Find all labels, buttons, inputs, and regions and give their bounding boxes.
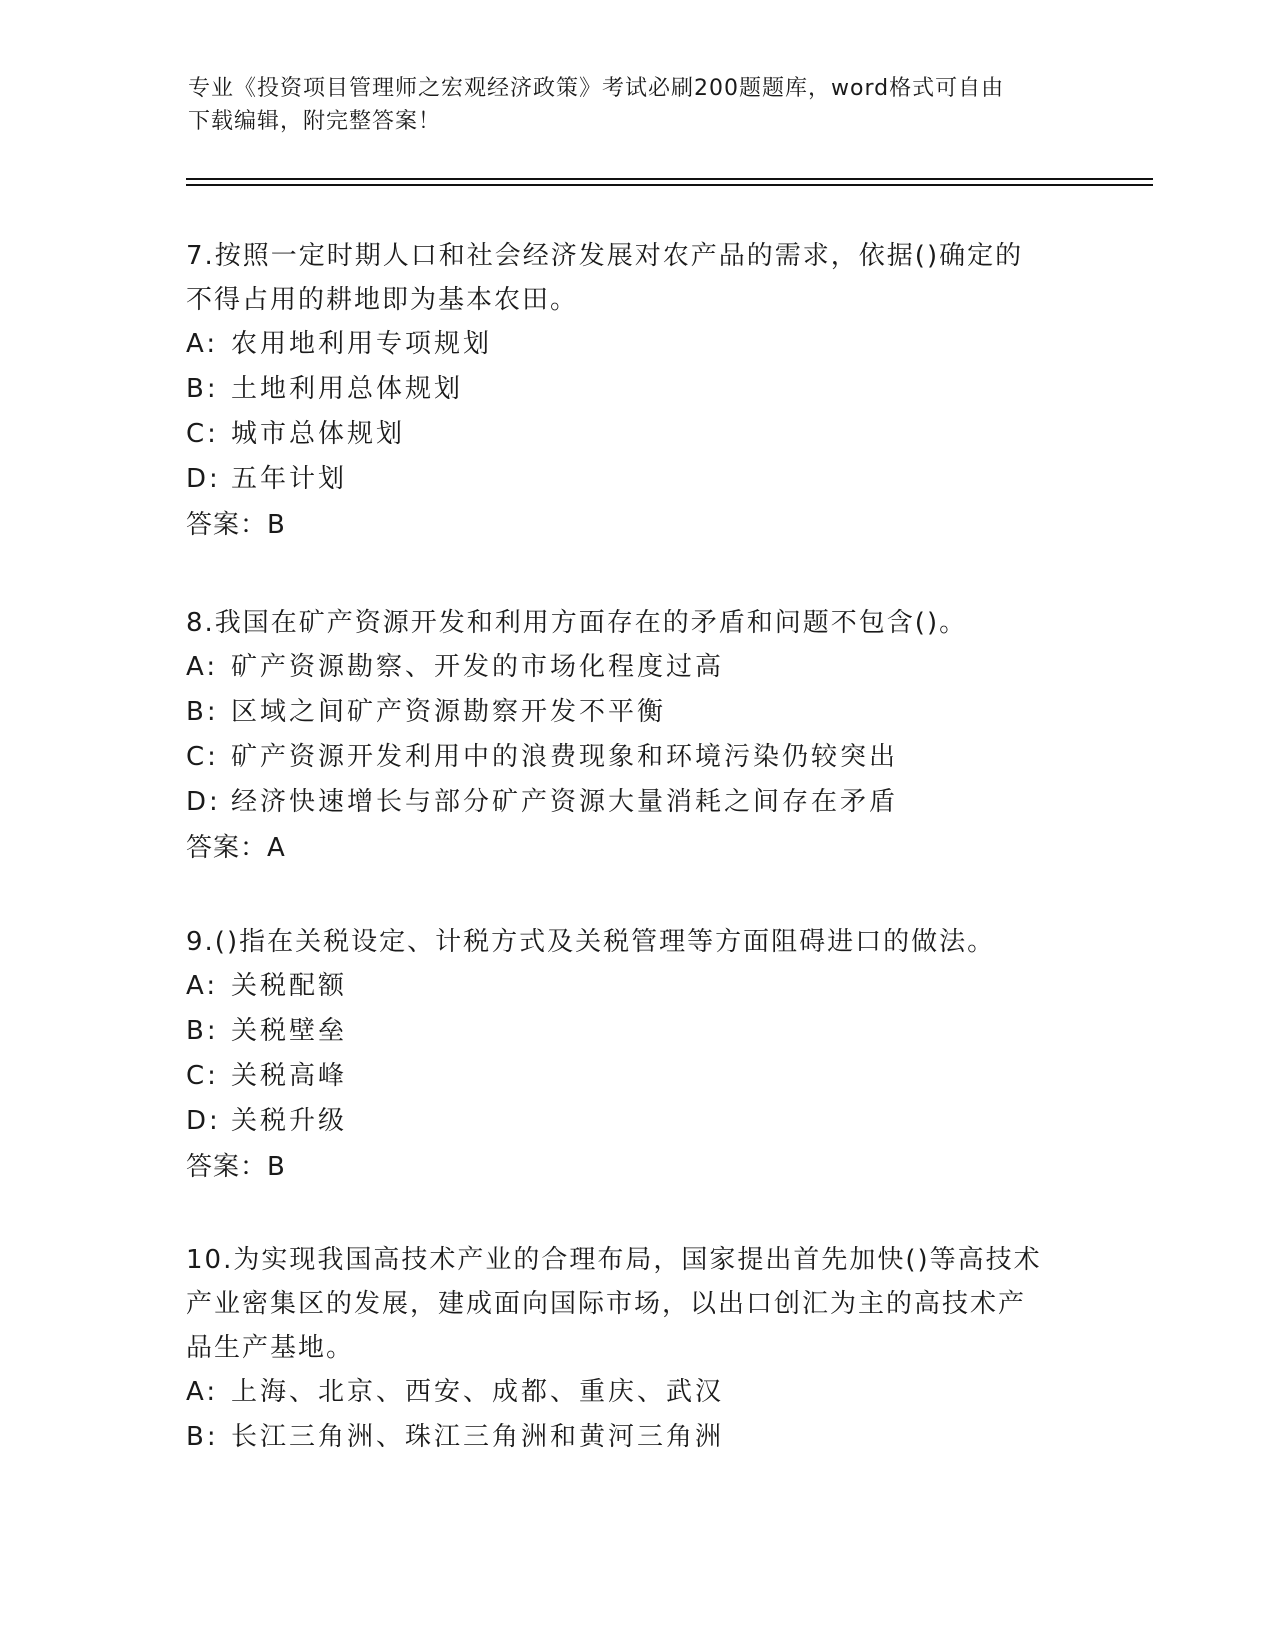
question-7 — [186, 234, 1086, 548]
option-d — [186, 457, 1086, 502]
option-d — [186, 1099, 1086, 1144]
option-text: 关税配额 — [231, 971, 348, 1001]
answer-line: 答案：B — [186, 1152, 286, 1182]
option-text: 关税壁垒 — [231, 1016, 348, 1046]
option-key: B: — [186, 374, 219, 404]
option-key: C: — [186, 1061, 219, 1091]
option-text: 土地利用总体规划 — [231, 374, 464, 404]
option-key: B: — [186, 1422, 219, 1452]
option-text: 上海、北京、西安、成都、重庆、武汉 — [231, 1377, 725, 1407]
option-d — [186, 780, 1086, 825]
option-text: 关税高峰 — [231, 1061, 348, 1091]
option-text: 五年计划 — [231, 464, 348, 494]
option-text: 长江三角洲、珠江三角洲和黄河三角洲 — [231, 1422, 725, 1452]
option-text: 区域之间矿产资源勘察开发不平衡 — [231, 697, 667, 727]
option-b — [186, 690, 1086, 735]
question-stem-line: 不得占用的耕地即为基本农田。 — [186, 285, 579, 315]
question-8 — [186, 601, 1086, 871]
option-b — [186, 1415, 1086, 1460]
option-key: D: — [186, 464, 221, 494]
answer-line: 答案：B — [186, 510, 286, 540]
option-text: 农用地利用专项规划 — [231, 329, 493, 359]
option-key: A: — [186, 652, 219, 682]
option-text: 关税升级 — [231, 1106, 348, 1136]
option-key: C: — [186, 742, 219, 772]
option-a — [186, 322, 1086, 367]
option-a — [186, 1370, 1086, 1415]
question-stem-line: 品生产基地。 — [186, 1333, 355, 1363]
option-key: D: — [186, 787, 221, 817]
question-stem-line: 10.为实现我国高技术产业的合理布局，国家提出首先加快()等高技术 — [186, 1245, 1042, 1275]
question-stem-line: 产业密集区的发展，建成面向国际市场，以出口创汇为主的高技术产 — [186, 1289, 1027, 1319]
header-divider-top — [186, 178, 1153, 180]
option-text: 矿产资源勘察、开发的市场化程度过高 — [231, 652, 725, 682]
option-key: B: — [186, 697, 219, 727]
question-stem-line: 8.我国在矿产资源开发和利用方面存在的矛盾和问题不包含()。 — [186, 608, 968, 638]
option-c — [186, 735, 1086, 780]
option-a — [186, 964, 1086, 1009]
option-key: D: — [186, 1106, 221, 1136]
option-text: 经济快速增长与部分矿产资源大量消耗之间存在矛盾 — [231, 787, 899, 817]
option-a — [186, 645, 1086, 690]
header-divider-bottom — [186, 184, 1153, 186]
option-c — [186, 412, 1086, 457]
answer-line: 答案：A — [186, 833, 286, 863]
option-c — [186, 1054, 1086, 1099]
header-line-1: 专业《投资项目管理师之宏观经济政策》考试必刷200题题库，word格式可自由 — [188, 76, 1005, 101]
question-stem-line: 7.按照一定时期人口和社会经济发展对农产品的需求，依据()确定的 — [186, 241, 1024, 271]
option-text: 城市总体规划 — [231, 419, 406, 449]
question-10 — [186, 1238, 1086, 1460]
option-b — [186, 367, 1086, 412]
option-key: A: — [186, 1377, 219, 1407]
option-key: B: — [186, 1016, 219, 1046]
option-b — [186, 1009, 1086, 1054]
question-9 — [186, 920, 1086, 1190]
document-header — [188, 72, 1088, 138]
option-key: C: — [186, 419, 219, 449]
header-line-2: 下载编辑，附完整答案！ — [188, 109, 442, 134]
option-text: 矿产资源开发利用中的浪费现象和环境污染仍较突出 — [231, 742, 899, 772]
option-key: A: — [186, 329, 219, 359]
question-stem-line: 9.()指在关税设定、计税方式及关税管理等方面阻碍进口的做法。 — [186, 927, 996, 957]
option-key: A: — [186, 971, 219, 1001]
